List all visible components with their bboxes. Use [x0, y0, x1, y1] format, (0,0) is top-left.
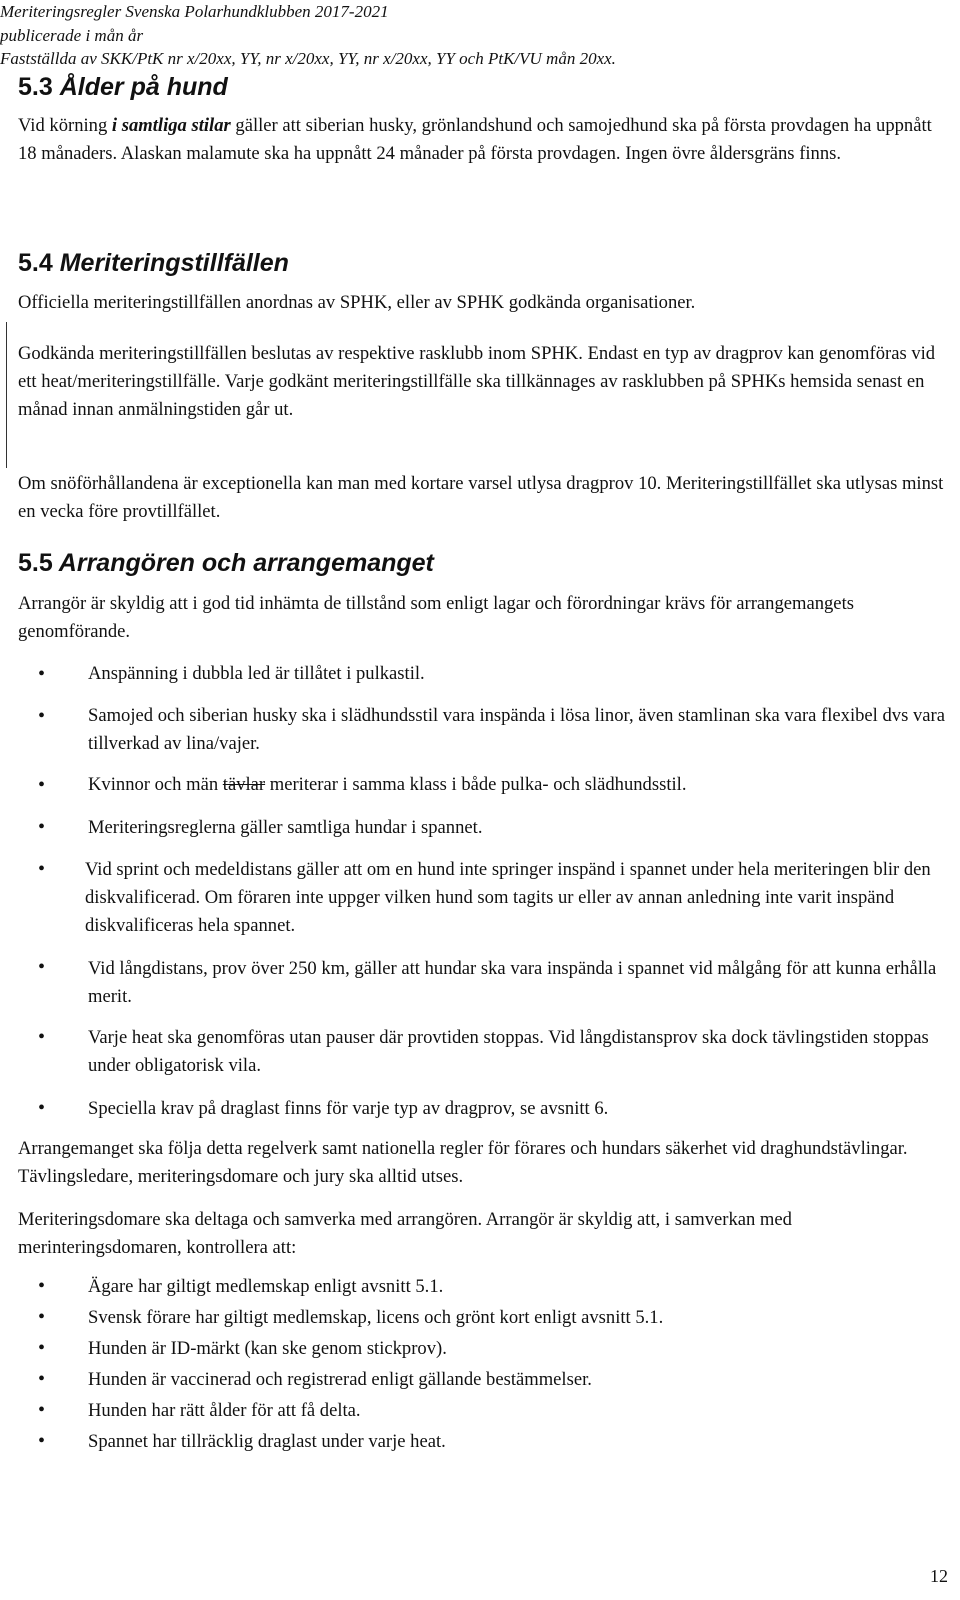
- bullet: •: [38, 1306, 46, 1328]
- heading-5-3: [18, 72, 228, 102]
- list-item: Varje heat ska genomföras utan pauser där provtiden stoppas. Vid långdistansprov ska dock tävlingstiden stoppas under obligatorisk vila.: [88, 1027, 929, 1076]
- list-item-end: meriterar i samma klass i både pulka- och slädhundsstil.: [265, 774, 687, 795]
- list-item: [88, 771, 948, 799]
- paragraph-official-events: Officiella meriteringstillfällen anordnas av SPHK, eller av SPHK godkända organisationer.: [18, 292, 696, 313]
- list-item: Meriteringsreglerna gäller samtliga hundar i spannet.: [88, 817, 483, 838]
- checklist-item: Hunden har rätt ålder för att få delta.: [88, 1400, 361, 1421]
- heading-5-4: [18, 248, 289, 278]
- heading-5-3-number: 5.3: [18, 73, 53, 101]
- list-item: Anspänning i dubbla led är tillåtet i pulkastil.: [88, 663, 425, 684]
- heading-5-4-title: Meriteringstillfällen: [59, 249, 289, 277]
- paragraph-approved-events: Godkända meriteringstillfällen beslutas av respektive rasklubb inom SPHK. Endast en typ av dragprov kan genomföras vid ett heat/meriteringstillfälle. Varje godkänt meriteringstillfälle ska tillkännages av rasklubben på SPHKs hemsida senast en månad innan anmälningstiden går ut.: [18, 343, 936, 420]
- paragraph-age-emphasis: i samtliga stilar: [111, 115, 231, 136]
- paragraph-snow-conditions: Om snöförhållandena är exceptionella kan man med kortare varsel utlysa dragprov 10. Meriteringstillfället ska utlysas minst en vecka före provtillfället.: [18, 473, 944, 522]
- header-approved: Fastställda av SKK/PtK nr x/20xx, YY, nr x/20xx, YY, nr x/20xx, YY och PtK/VU mån 20xx.: [0, 49, 616, 68]
- bullet: •: [38, 1026, 46, 1048]
- checklist-item: Hunden är ID-märkt (kan ske genom stickprov).: [88, 1338, 447, 1359]
- paragraph-age-start: Vid körning: [18, 115, 112, 136]
- checklist-item: Spannet har tillräcklig draglast under varje heat.: [88, 1431, 446, 1452]
- list-item: Speciella krav på draglast finns för varje typ av dragprov, se avsnitt 6.: [88, 1098, 609, 1119]
- paragraph-judges: Meriteringsdomare ska deltaga och samverka med arrangören. Arrangör är skyldig att, i samverkan med merinteringsdomaren, kontrollera att:: [18, 1209, 792, 1258]
- heading-5-5-title: Arrangören och arrangemanget: [58, 549, 434, 577]
- struck-word: tävlar: [222, 774, 266, 795]
- list-item: Samojed och siberian husky ska i slädhundsstil vara inspända i lösa linor, även stamlinan ska vara flexibel dvs vara tillverkad av lina/vajer.: [88, 705, 945, 754]
- bullet: •: [38, 1275, 46, 1297]
- checklist-item: Hunden är vaccinerad och registrerad enligt gällande bestämmelser.: [88, 1369, 592, 1390]
- header-published: publicerade i mån år: [0, 26, 144, 45]
- paragraph-age-end: gäller att siberian husky, grönlandshund och samojedhund ska på första provdagen ha uppnått 18 månaders. Alaskan malamute ska ha uppnått 24 månader på första provdagen. Ingen övre åldersgräns finns.: [18, 115, 932, 164]
- bullet: •: [38, 816, 46, 838]
- paragraph-permits: Arrangör är skyldig att i god tid inhämta de tillstånd som enligt lagar och förordningar krävs för arrangemangets genomförande.: [18, 593, 854, 642]
- bullet: •: [38, 1430, 46, 1452]
- heading-5-4-number: 5.4: [18, 249, 53, 277]
- bullet: •: [38, 774, 46, 796]
- bullet: •: [38, 705, 46, 727]
- header-title: Meriteringsregler Svenska Polarhundklubben 2017-2021: [0, 2, 389, 21]
- heading-5-5-number: 5.5: [18, 549, 53, 577]
- revision-change-bar: [6, 322, 7, 468]
- bullet: •: [38, 858, 46, 880]
- page-number: 12: [930, 1566, 948, 1586]
- bullet: •: [38, 1097, 46, 1119]
- list-item: Vid sprint och medeldistans gäller att om en hund inte springer inspänd i spannet under hela meriteringen blir den diskvalificerad. Om föraren inte uppger vilken hund som tagits ur eller av annan anledning inte varit inspänd diskvalificeras hela spannet.: [85, 859, 931, 936]
- heading-5-3-title: Ålder på hund: [59, 73, 228, 101]
- checklist-item: Svensk förare har giltigt medlemskap, licens och grönt kort enligt avsnitt 5.1.: [88, 1307, 664, 1328]
- bullet: •: [38, 663, 46, 685]
- list-item-start: Kvinnor och män: [88, 774, 223, 795]
- paragraph-safety: Arrangemanget ska följa detta regelverk samt nationella regler för förares och hundars säkerhet vid draghundstävlingar. Tävlingsledare, meriteringsdomare och jury ska alltid utses.: [18, 1138, 908, 1187]
- checklist-item: Ägare har giltigt medlemskap enligt avsnitt 5.1.: [88, 1276, 444, 1297]
- bullet: •: [38, 1399, 46, 1421]
- list-item: Vid långdistans, prov över 250 km, gäller att hundar ska vara inspända i spannet vid målgång för att kunna erhålla merit.: [88, 958, 937, 1007]
- heading-5-5: [18, 548, 434, 578]
- bullet: •: [38, 956, 46, 978]
- bullet: •: [38, 1368, 46, 1390]
- bullet: •: [38, 1337, 46, 1359]
- paragraph-age: [18, 112, 953, 168]
